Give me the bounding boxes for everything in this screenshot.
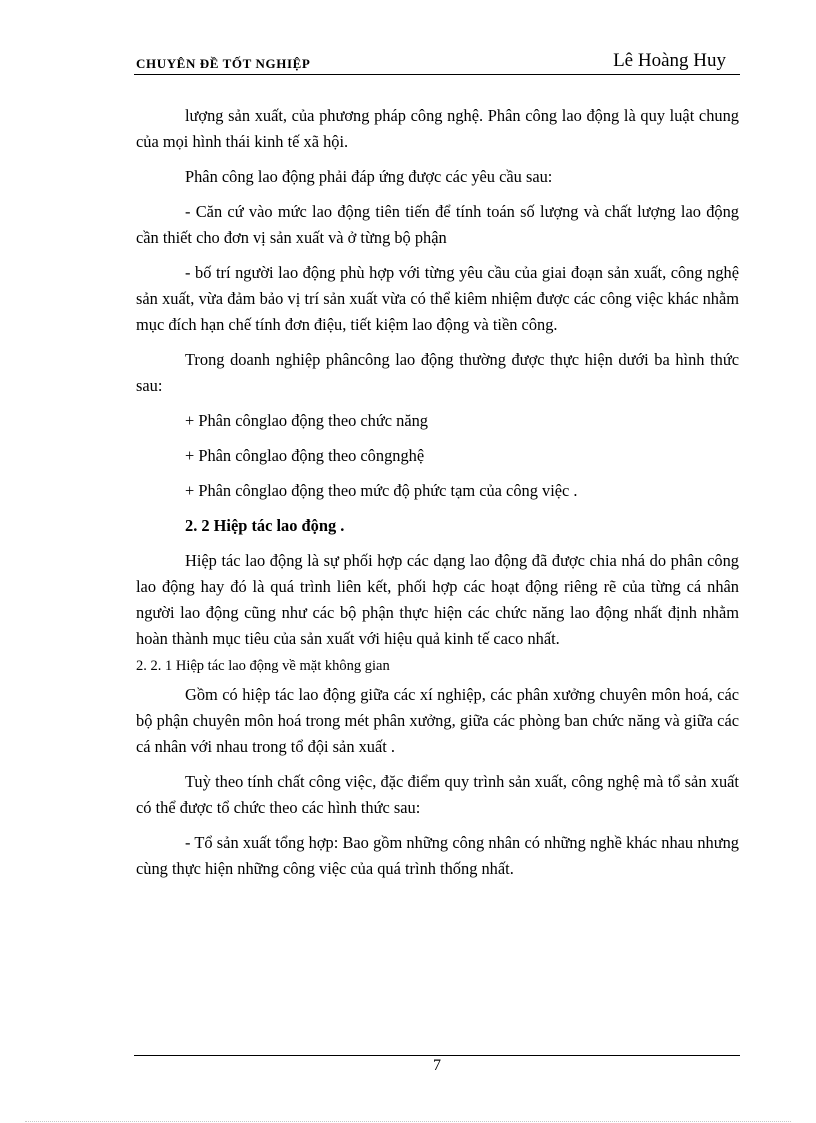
- paragraph: Tuỳ theo tính chất công việc, đặc điểm quy trình sản xuất, công nghệ mà tổ sản xuất có thể được tổ chức theo các hình thức sau:: [136, 772, 739, 817]
- page-header: [134, 49, 740, 75]
- paragraph: - bố trí người lao động phù hợp với từng yêu cầu của giai đoạn sản xuất, công nghệ sản xuất, vừa đảm bảo vị trí sản xuất vừa có thể kiêm nhiệm được các công việc khác nhằm mục đích hạn chế tính đơn điệu, tiết kiệm lao động và tiền công.: [136, 263, 739, 334]
- subsection-heading: 2. 2. 1 Hiệp tác lao động về mặt không gian: [136, 658, 390, 674]
- footer-divider: [134, 1055, 740, 1056]
- document-type-label: CHUYÊN ĐỀ TỐT NGHIỆP: [136, 56, 311, 71]
- paragraph: Trong doanh nghiệp phâncông lao động thường được thực hiện dưới ba hình thức sau:: [136, 350, 739, 395]
- page-number: 7: [433, 1057, 441, 1074]
- paragraph: Gồm có hiệp tác lao động giữa các xí nghiệp, các phân xưởng chuyên môn hoá, các bộ phận chuyên môn hoá trong mét phân xưởng, giữa các phòng ban chức năng và giữa các cá nhân với nhau trong tổ đội sản xuất .: [136, 685, 739, 756]
- paragraph: Phân công lao động phải đáp ứng được các yêu cầu sau:: [185, 167, 553, 186]
- document-body: [136, 103, 739, 891]
- paragraph: - Tổ sản xuất tổng hợp: Bao gồm những công nhân có những nghề khác nhau nhưng cùng thực hiện những công việc của quá trình thống nhất.: [136, 833, 739, 878]
- author-name: Lê Hoàng Huy: [613, 50, 726, 71]
- paragraph: lượng sản xuất, của phương pháp công nghệ. Phân công lao động là quy luật chung của mọi hình thái kinh tế xã hội.: [136, 106, 739, 151]
- header-divider: [134, 74, 740, 75]
- page-edge-divider: [25, 1121, 791, 1122]
- paragraph: Hiệp tác lao động là sự phối hợp các dạng lao động đã được chia nhá do phân công lao động hay đó là quá trình liên kết, phối hợp các hoạt động riêng rẽ của từng cá nhân người lao động cũng như các bộ phận thực hiện các chức năng lao động nhất định nhằm hoàn thành mục tiêu của sản xuất với hiệu quả kinh tế caco nhất.: [136, 551, 739, 648]
- list-item: + Phân cônglao động theo mức độ phức tạm của công việc .: [185, 481, 578, 500]
- section-heading: 2. 2 Hiệp tác lao động .: [185, 516, 345, 535]
- list-item: + Phân cônglao động theo côngnghệ: [185, 446, 425, 465]
- list-item: + Phân cônglao động theo chức năng: [185, 411, 428, 430]
- paragraph: - Căn cứ vào mức lao động tiên tiến để tính toán số lượng và chất lượng lao động cần thiết cho đơn vị sản xuất và ở từng bộ phận: [136, 202, 739, 247]
